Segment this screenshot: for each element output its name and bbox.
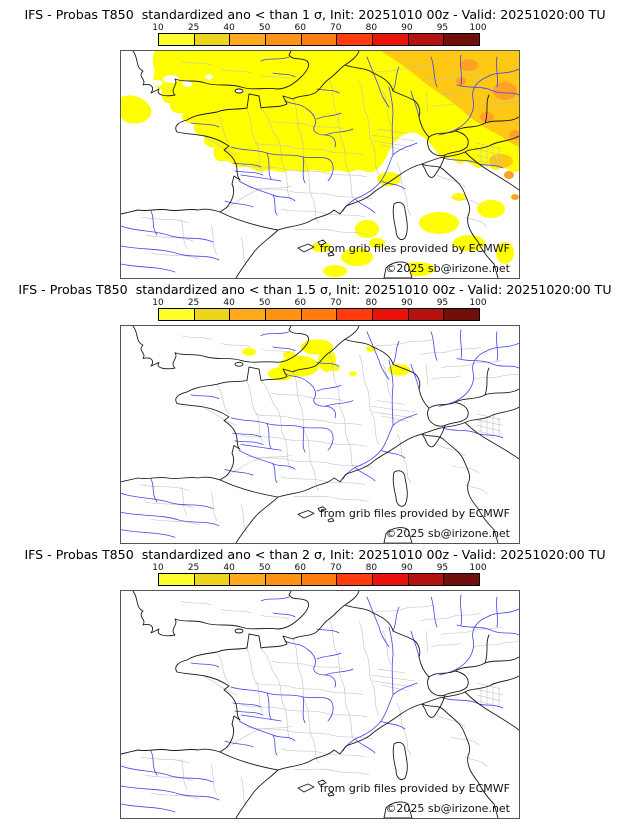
- map-1sigma: [120, 50, 520, 279]
- colorbar-ticks: [152, 298, 487, 308]
- colorbar-segment: [337, 309, 373, 320]
- colorbar-segment: [409, 34, 445, 45]
- colorbar-segment: [195, 309, 231, 320]
- colorbar-segment: [230, 34, 266, 45]
- map-credits: [320, 507, 510, 540]
- map-2sigma: [120, 590, 520, 819]
- colorbar-tick-label: 40: [223, 563, 235, 573]
- colorbar-tick-label: 50: [258, 23, 271, 33]
- colorbar-tick-label: 70: [330, 563, 342, 573]
- panel-title: IFS - Probas T850 standardized ano < than 2 σ, Init: 20251010 00z - Valid: 20251020:00 TU: [24, 547, 606, 562]
- colorbar-tick-label: 40: [223, 23, 235, 33]
- colorbar-segment: [159, 34, 195, 45]
- panel-prob-lt-2sigma: [0, 547, 630, 819]
- panel-title: IFS - Probas T850 standardized ano < than 1 σ, Init: 20251010 00z - Valid: 20251020:00 TU: [24, 7, 606, 22]
- credit-copyright: ©2025 sb@irizone.net: [385, 527, 510, 540]
- colorbar-tick-label: 10: [152, 563, 164, 573]
- colorbar-tick-label: 80: [365, 23, 378, 33]
- colorbar-tick-label: 95: [436, 23, 449, 33]
- colorbar-tick-label: 100: [469, 563, 487, 573]
- colorbar-ticks: [152, 23, 487, 33]
- credit-ecmwf: from grib files provided by ECMWF: [319, 507, 510, 520]
- colorbar-gradient: [158, 308, 480, 321]
- colorbar-segment: [337, 34, 373, 45]
- colorbar: [152, 298, 487, 321]
- colorbar-tick-label: 60: [294, 298, 306, 308]
- colorbar-segment: [444, 34, 479, 45]
- colorbar-segment: [230, 309, 266, 320]
- colorbar-segment: [373, 574, 409, 585]
- panel-title: IFS - Probas T850 standardized ano < than 1.5 σ, Init: 20251010 00z - Valid: 20251020:00 TU: [18, 282, 612, 297]
- colorbar-segment: [444, 309, 479, 320]
- credit-copyright: ©2025 sb@irizone.net: [385, 802, 510, 815]
- colorbar-segment: [444, 574, 479, 585]
- colorbar-tick-label: 100: [469, 23, 487, 33]
- colorbar-tick-label: 95: [436, 298, 449, 308]
- colorbar-segment: [266, 309, 302, 320]
- colorbar-tick-label: 50: [258, 298, 271, 308]
- colorbar-tick-label: 25: [187, 563, 200, 573]
- colorbar-segment: [302, 574, 338, 585]
- colorbar-segment: [195, 34, 231, 45]
- map-credits: [320, 782, 510, 815]
- colorbar-tick-label: 80: [365, 563, 378, 573]
- colorbar-segment: [302, 34, 338, 45]
- colorbar-ticks: [152, 563, 487, 573]
- colorbar-segment: [409, 309, 445, 320]
- colorbar-tick-label: 90: [401, 23, 413, 33]
- colorbar-tick-label: 25: [187, 298, 200, 308]
- colorbar-segment: [266, 34, 302, 45]
- colorbar-tick-label: 100: [469, 298, 487, 308]
- colorbar-tick-label: 90: [401, 563, 413, 573]
- colorbar-tick-label: 95: [436, 563, 449, 573]
- colorbar: [152, 563, 487, 586]
- colorbar-tick-label: 70: [330, 23, 342, 33]
- colorbar-tick-label: 50: [258, 563, 271, 573]
- colorbar-segment: [195, 574, 231, 585]
- colorbar-tick-label: 60: [294, 23, 306, 33]
- colorbar-tick-label: 80: [365, 298, 378, 308]
- colorbar-tick-label: 25: [187, 23, 200, 33]
- colorbar-tick-label: 90: [401, 298, 413, 308]
- panel-prob-lt-1p5sigma: [0, 282, 630, 544]
- colorbar-segment: [159, 574, 195, 585]
- colorbar-tick-label: 70: [330, 298, 342, 308]
- colorbar-segment: [266, 574, 302, 585]
- colorbar-segment: [159, 309, 195, 320]
- colorbar-segment: [409, 574, 445, 585]
- map-1p5sigma: [120, 325, 520, 544]
- colorbar-segment: [373, 34, 409, 45]
- credit-copyright: ©2025 sb@irizone.net: [385, 262, 510, 275]
- colorbar-gradient: [158, 33, 480, 46]
- colorbar-segment: [302, 309, 338, 320]
- colorbar-segment: [373, 309, 409, 320]
- colorbar-segment: [230, 574, 266, 585]
- colorbar-gradient: [158, 573, 480, 586]
- panel-prob-lt-1sigma: [0, 7, 630, 279]
- colorbar-tick-label: 10: [152, 23, 164, 33]
- colorbar-tick-label: 60: [294, 563, 306, 573]
- colorbar-segment: [337, 574, 373, 585]
- credit-ecmwf: from grib files provided by ECMWF: [319, 242, 510, 255]
- colorbar-tick-label: 10: [152, 298, 164, 308]
- map-credits: [320, 242, 510, 275]
- credit-ecmwf: from grib files provided by ECMWF: [319, 782, 510, 795]
- colorbar-tick-label: 40: [223, 298, 235, 308]
- colorbar: [152, 23, 487, 46]
